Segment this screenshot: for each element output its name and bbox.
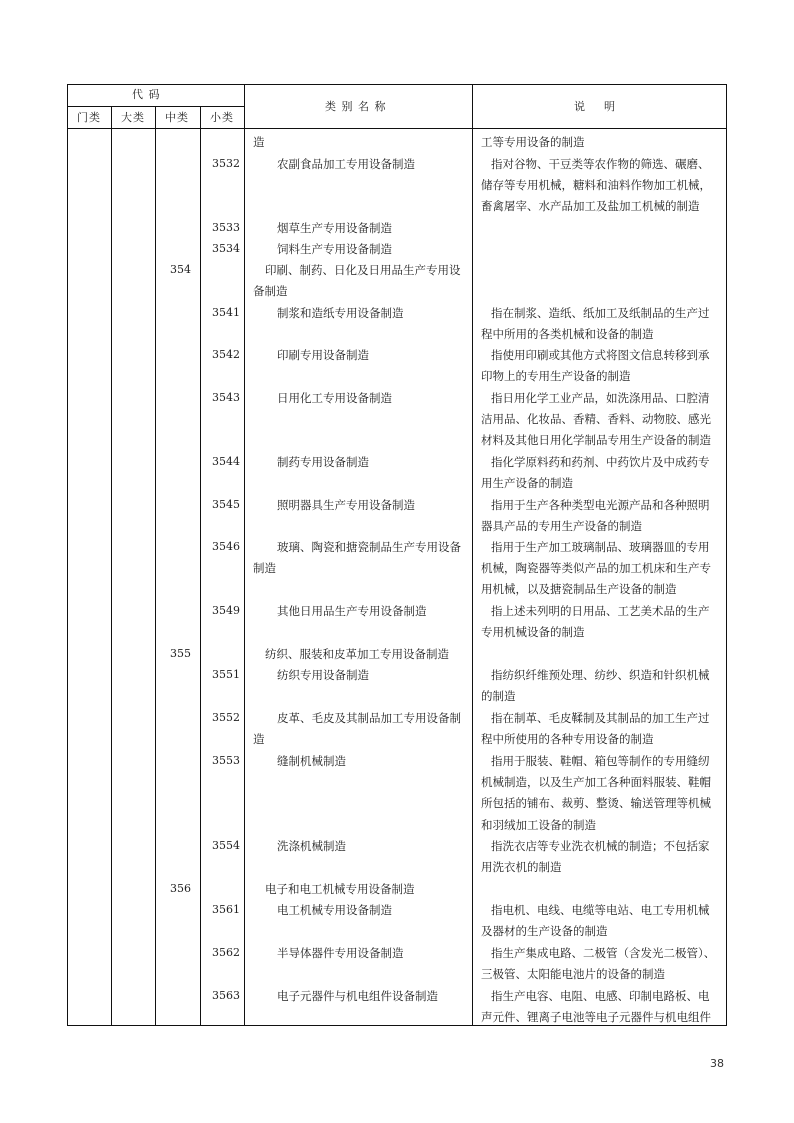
row-desc-3541-line1: 指在制浆、造纸、纸加工及纸制品的生产过 (491, 306, 710, 320)
row-code-354: 354 (170, 263, 191, 276)
col-border-menlei (111, 106, 112, 1026)
row-desc-3551-line2: 的制造 (481, 689, 516, 703)
row-code-3549: 3549 (212, 604, 240, 617)
row-code-3553: 3553 (212, 754, 240, 767)
row-code-3552: 3552 (212, 711, 240, 724)
row-desc-3546-line2: 机械，陶瓷器等类似产品的加工机床和生产专 (481, 561, 711, 575)
table-bottom-border (67, 1025, 727, 1026)
row-desc-3532-line2: 储存等专用机械，糖料和油料作物加工机械， (481, 178, 711, 192)
row-code-356: 356 (170, 882, 191, 895)
row-desc-3552-line2: 程中所使用的各种专用设备的制造 (481, 732, 654, 746)
row-name-3546-line1: 玻璃、陶瓷和搪瓷制品生产专用设备 (277, 540, 461, 554)
row-desc-3545-line2: 器具产品的专用生产设备的制造 (481, 519, 642, 533)
row-code-3534: 3534 (212, 242, 240, 255)
row-name-355: 纺织、服装和皮革加工专用设备制造 (265, 647, 449, 661)
row-code-355: 355 (170, 647, 191, 660)
row-desc-3553-line2: 机械制造，以及生产加工各种面料服装、鞋帽 (481, 775, 711, 789)
row-name-354-line1: 印刷、制药、日化及日用品生产专用设 (265, 263, 461, 277)
row-desc-3543-line2: 洁用品、化妆品、香精、香料、动物胶、感光 (481, 412, 711, 426)
row-name-3554: 洗涤机械制造 (277, 839, 346, 853)
row-name-3533: 烟草生产专用设备制造 (277, 221, 392, 235)
row-code-3562: 3562 (212, 946, 240, 959)
row-desc-3553-line1: 指用于服装、鞋帽、箱包等制作的专用缝纫 (491, 754, 710, 768)
row-desc-3544-line2: 用生产设备的制造 (481, 476, 573, 490)
table-top-border (67, 84, 727, 85)
row-desc-3563-line1: 指生产电容、电阻、电感、印制电路板、电 (491, 989, 710, 1003)
header-category-name: 类 别 名 称 (325, 100, 387, 113)
row-name-3542: 印刷专用设备制造 (277, 348, 369, 362)
row-name-3543: 日用化工专用设备制造 (277, 391, 392, 405)
col-border-zhonglei (200, 106, 201, 1026)
header-dalei: 大类 (121, 111, 145, 124)
header-description: 说 明 (574, 100, 616, 113)
row-desc-3553-line3: 所包括的铺布、裁剪、整烫、输送管理等机械 (481, 796, 711, 810)
col-border-right (726, 84, 727, 1026)
col-border-dalei (155, 106, 156, 1026)
row-code-3563: 3563 (212, 989, 240, 1002)
row-desc-3532-line3: 畜禽屠宰、水产品加工及盐加工机械的制造 (481, 199, 700, 213)
row-desc-3544-line1: 指化学原料药和药剂、中药饮片及中成药专 (491, 455, 710, 469)
row-desc-3532-line1: 指对谷物、干豆类等农作物的筛选、碾磨、 (491, 157, 710, 171)
row-desc-3562-line2: 三极管、太阳能电池片的设备的制造 (481, 967, 665, 981)
row-desc-3542-line2: 印物上的专用生产设备的制造 (481, 369, 631, 383)
row-code-3542: 3542 (212, 348, 240, 361)
row-code-3545: 3545 (212, 498, 240, 511)
row-name-3534: 饲料生产专用设备制造 (277, 242, 392, 256)
row-name-354-line2: 备制造 (253, 284, 288, 298)
row-code-3543: 3543 (212, 391, 240, 404)
row-desc-3549-line1: 指上述未列明的日用品、工艺美术品的生产 (491, 604, 710, 618)
row-desc-3543-line3: 材料及其他日用化学制品专用生产设备的制造 (481, 433, 711, 447)
row-desc-3545-line1: 指用于生产各种类型电光源产品和各种照明 (491, 498, 710, 512)
col-border-name (472, 84, 473, 1026)
row-desc-3554-line1: 指洗衣店等专业洗衣机械的制造；不包括家 (491, 839, 710, 853)
row-name-3562: 半导体器件专用设备制造 (277, 946, 404, 960)
row-name-3553: 缝制机械制造 (277, 754, 346, 768)
row-desc-line: 工等专用设备的制造 (481, 135, 585, 149)
row-code-3546: 3546 (212, 540, 240, 553)
row-name-3563: 电子元器件与机电组件设备制造 (277, 989, 438, 1003)
header-zhonglei: 中类 (165, 111, 189, 124)
row-desc-3553-line4: 和羽绒加工设备的制造 (481, 818, 596, 832)
row-code-3541: 3541 (212, 306, 240, 319)
page-number: 38 (710, 1057, 724, 1070)
row-desc-3554-line2: 用洗衣机的制造 (481, 860, 562, 874)
row-code-3544: 3544 (212, 455, 240, 468)
row-desc-3552-line1: 指在制革、毛皮鞣制及其制品的加工生产过 (491, 711, 710, 725)
row-code-3551: 3551 (212, 668, 240, 681)
header-menlei: 门类 (77, 111, 101, 124)
row-name-3552-line2: 造 (253, 732, 265, 746)
row-name-3532: 农副食品加工专用设备制造 (277, 157, 415, 171)
row-name-3551: 纺织专用设备制造 (277, 668, 369, 682)
row-desc-3541-line2: 程中所用的各类机械和设备的制造 (481, 327, 654, 341)
header-xiaolei: 小类 (210, 111, 234, 124)
row-name-3546-line2: 制造 (253, 561, 276, 575)
row-desc-3551-line1: 指纺织纤维预处理、纺纱、织造和针织机械 (491, 668, 710, 682)
row-desc-3562-line1: 指生产集成电路、二极管（含发光二极管）、 (491, 946, 716, 960)
row-name-3552-line1: 皮革、毛皮及其制品加工专用设备制 (277, 711, 461, 725)
row-code-3533: 3533 (212, 221, 240, 234)
row-desc-3546-line1: 指用于生产加工玻璃制品、玻璃器皿的专用 (491, 540, 710, 554)
col-border-code (244, 84, 245, 1026)
row-name-3561: 电工机械专用设备制造 (277, 903, 392, 917)
row-desc-3549-line2: 专用机械设备的制造 (481, 625, 585, 639)
row-desc-3546-line3: 用机械，以及搪瓷制品生产设备的制造 (481, 582, 677, 596)
header-bottom-border (67, 128, 727, 129)
row-name-3544: 制药专用设备制造 (277, 455, 369, 469)
row-name-3541: 制浆和造纸专用设备制造 (277, 306, 404, 320)
row-name-356: 电子和电工机械专用设备制造 (265, 882, 415, 896)
row-desc-3543-line1: 指日用化学工业产品，如洗涤用品、口腔清 (491, 391, 710, 405)
row-desc-3542-line1: 指使用印刷或其他方式将图文信息转移到承 (491, 348, 710, 362)
row-code-3561: 3561 (212, 903, 240, 916)
row-desc-3561-line1: 指电机、电线、电缆等电站、电工专用机械 (491, 903, 710, 917)
row-code-3532: 3532 (212, 157, 240, 170)
row-desc-3561-line2: 及器材的生产设备的制造 (481, 924, 608, 938)
row-name-3549: 其他日用品生产专用设备制造 (277, 604, 427, 618)
col-border-left (67, 84, 68, 1026)
row-desc-3563-line2: 声元件、锂离子电池等电子元器件与机电组件 (481, 1010, 711, 1024)
row-name-3545: 照明器具生产专用设备制造 (277, 498, 415, 512)
row-code-3554: 3554 (212, 839, 240, 852)
row-name-line: 造 (253, 135, 265, 149)
header-code: 代 码 (132, 88, 161, 101)
